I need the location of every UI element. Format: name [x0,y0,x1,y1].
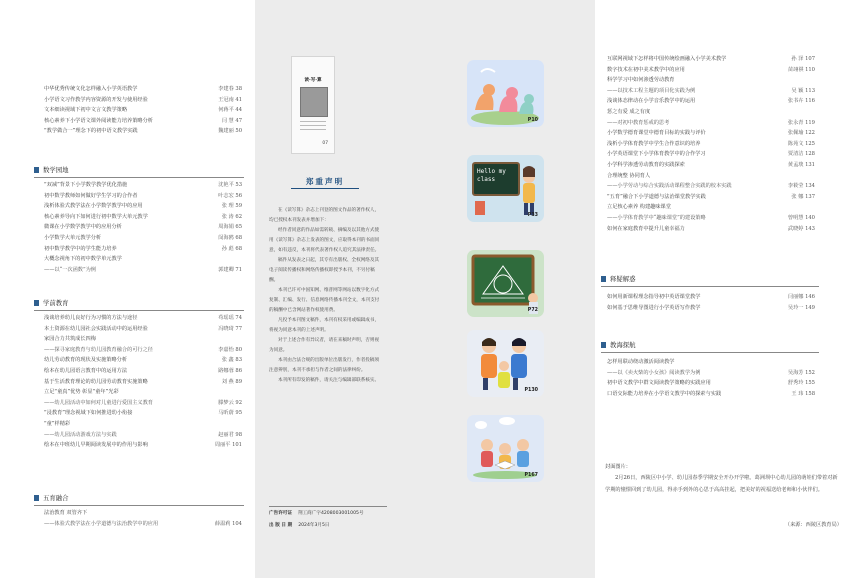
toc-item[interactable] [607,389,815,400]
toc-author-page: 马昕蔚 95 [218,410,242,417]
toc-item[interactable] [44,430,242,441]
toc-title: 核心素养下小学语文课外阅读能力培养策略分析 [44,117,153,124]
toc-item[interactable] [607,303,815,314]
toc-item[interactable] [44,324,242,335]
section-title: 数学园地 [43,166,69,174]
toc-author-page: 张永青 119 [787,119,815,126]
cover-photo [300,87,328,117]
toc-item[interactable] [44,398,242,409]
toc-author-page: 苗翊祺 110 [787,66,815,73]
toc-author-page: 何蒋平 44 [218,107,242,114]
toc-item[interactable] [44,233,242,244]
toc-title: “五育”融合下小学道德与法治课堂教学实践 [607,193,706,200]
toc-author-page: 沈艳平 53 [218,182,242,188]
illustration-geometry-board [467,250,544,317]
toc-item[interactable] [44,519,242,530]
toc-title: 数字技术在初中美术教学中的应用 [607,66,685,73]
toc-title: “教学做合一”理念下的初中语文教学实践 [44,128,138,135]
declaration-paragraph: 稿件从发表之日起，其专有出版权、全权网络及其电子阅读传播权和网络传播权即授予本刊，不另付稿酬。 [269,258,380,283]
ad-license-value: 荆工商广字4208003001005号 [297,511,364,516]
toc-title: “童”样精彩 [44,420,71,427]
toc-author-page: 李嘉怡 80 [218,346,242,353]
toc-title: 惩之有爱 成之有度 [607,108,651,115]
toc-title: 科学学习中如何渗透劳动教育 [607,77,675,84]
toc-title: 绘本在幼儿园语言教育中的运用方法 [44,367,128,374]
toc-author-page: 孙 彪 68 [221,245,242,252]
declaration-paragraph: 对于上述合作有异议者，请在来稿时声明，否则视为同意。 [269,338,380,353]
declaration-paragraph: 在《读写算》杂志上刊登的图文作品的著作权人，均已授权本刊发表并增加下： [269,208,380,223]
teacher-illustration-icon [467,155,544,222]
toc-title: 立足“童真”优势 彰显“童年”光彩 [44,389,119,396]
section-title: 学前教育 [43,299,69,307]
toc-title: 初中语文教学中群文阅读教学策略的实践应用 [607,380,711,387]
section-header-five-education [34,493,244,506]
toc-author-page: 刘 燕 89 [221,378,242,385]
right-toc-column [595,0,850,578]
toc-subtitle: ——小学劳动与综合实践活动课程整合实践的校本实践 [607,183,732,190]
cover-text-line [300,125,326,126]
declaration-paragraph: 本刊所有印发的稿件，请关注与编辑部联系核实。 [278,378,380,383]
toc-title: 口语交际能力培养在小学语文教学中的探索与实践 [607,390,722,397]
toc-author-page: 武晓婷 143 [787,225,815,232]
toc-title: “双减”背景下小学数学教学优化措施 [44,182,128,188]
toc-author-page: 舒秀玲 155 [787,380,815,387]
toc-author-page: 张 理 59 [221,203,242,210]
toc-title: 初中数学教师如何做好学生学习的合作者 [44,192,138,199]
family-illustration-icon [467,330,544,397]
toc-author-page: 滕梦云 92 [218,399,242,406]
toc-list-3 [44,508,242,529]
toc-item[interactable] [44,180,242,191]
toc-title: 法治教育 双管齐下 [44,510,88,516]
toc-item[interactable] [607,65,815,76]
toc-item[interactable] [44,126,242,137]
toc-item[interactable] [44,345,242,356]
toc-author-page: 张佩瑜 122 [787,130,815,137]
toc-item[interactable] [607,75,815,86]
toc-title: 如何基于思维导图进行小学英语写作教学 [607,304,701,311]
section-marker [34,167,39,173]
toc-item[interactable] [44,440,242,451]
cover-text-line [300,129,326,130]
toc-item[interactable] [44,366,242,377]
section-header-teaching [601,340,819,353]
toc-title: 小学数学德育课堂中德育目标的实践与评价 [607,130,706,137]
section-marker [601,342,606,348]
toc-title: 小学科学渗透劳动教育的实践探索 [607,161,685,168]
toc-item[interactable] [44,254,242,265]
illustration-children-reading [467,415,544,482]
toc-item[interactable] [607,160,815,171]
toc-subtitle: ——幼儿园活动游戏方法与实践 [44,431,117,438]
declaration-paragraph: 本刊由合法合规的出版单位出版发行，作者投稿须注意辨别，本刊不承担与作者之间的法律纠纷。 [269,358,380,373]
toc-title: 如何用新课程理念指导初中英语课堂教学 [607,294,701,300]
toc-item[interactable] [44,508,242,519]
toc-author-page: 闫 慧 47 [221,117,242,124]
section-title: 释疑解惑 [610,275,636,283]
toc-item[interactable] [44,408,242,419]
toc-item[interactable] [44,419,242,430]
cover-caption-body [605,473,841,496]
toc-list-5 [607,292,815,313]
toc-item[interactable] [607,181,815,192]
cover-caption-source: （来源：西陵区教育局） [784,522,842,528]
illustration-page-label: P10 [527,118,538,123]
toc-item[interactable] [607,192,815,203]
toc-author-page: 叶志宏 56 [218,192,242,199]
toc-item[interactable] [607,118,815,129]
section-header-math [34,165,244,178]
toc-item[interactable] [44,355,242,366]
reading-children-icon [467,415,544,482]
toc-item[interactable] [44,84,242,95]
toc-title: 怎样用联动绕动激活阅读教学 [607,359,675,365]
toc-author-page: 曾明慧 140 [787,214,815,221]
toc-author-page: 吴 颖 113 [791,87,815,94]
section-title: 五育融合 [43,494,69,502]
toc-item[interactable] [44,334,242,345]
illustration-family [467,330,544,397]
toc-title: 小学英语课堂下小学体育教学中的合作学习 [607,151,706,158]
toc-author-page: 王冠南 41 [218,96,242,103]
toc-item[interactable] [607,292,815,303]
toc-title: 文本细读视域下初中文言文教学策略 [44,107,128,114]
toc-title: 浅谈体态律动在小学音乐教学中的运用 [607,98,696,105]
toc-title: “浸教育”理念视域下如何推进幼小衔接 [44,410,133,417]
toc-item[interactable] [607,86,815,97]
cover-text-line [300,121,326,122]
declaration-paragraph: 凡投予本刊图文稿件，本刊有权采用或编辑成书，将视为同意本刊的上述声明。 [269,318,380,333]
toc-item[interactable] [607,202,815,213]
toc-title: 核心素养导向下如何进行初中数学大单元教学 [44,213,148,220]
publication-info-rule [269,506,387,507]
toc-author-page: 赵丽君 98 [218,431,242,438]
toc-subtitle: ——体验式教学法在小学道德与法治教学中的应用 [44,520,159,527]
section-marker [34,300,39,306]
section-header-faq [601,274,819,287]
toc-list-6 [607,357,815,399]
toc-title: 立足核心素养 构建趣味课堂 [607,204,671,211]
toc-author-page: 李建春 38 [218,86,242,92]
middle-declaration-column [255,0,595,578]
section-title: 教海探航 [610,341,636,349]
toc-subtitle: ——以技术工程主题的项目化实践为例 [607,87,696,94]
section-marker [601,276,606,282]
toc-item[interactable] [44,244,242,255]
toc-subtitle: ——小学体育教学中“趣味课堂”的建设策略 [607,214,706,221]
declaration-paragraph: 本刊已许可中国知网、维普网等网站以数字化方式复制、汇编、发行、信息网络传播本刊全文，本刊支付的稿酬中已含网站著作权使用费。 [269,288,380,313]
toc-title: 初中数学教学中的学生能力培养 [44,245,117,252]
toc-author-page: 陈苑文 125 [787,140,815,147]
toc-author-page: 闵海鸥 68 [218,234,242,241]
toc-item[interactable] [44,265,242,276]
ad-license-line [269,509,409,519]
illustration-page-label: P167 [524,473,538,478]
toc-item[interactable] [44,212,242,223]
publish-date-label: 出 版 日 期 [269,523,293,528]
toc-author-page: 张 涛 62 [221,213,242,220]
illustration-page-label: P72 [527,308,538,313]
toc-title: 幼儿劳动教育的现状及实施策略分析 [44,357,128,364]
toc-item[interactable] [607,107,815,118]
toc-title: 本土资源在幼儿园社会实践活动中的运用经验 [44,325,148,332]
section-header-preschool [34,298,244,311]
declaration-body [269,206,381,386]
toc-subtitle: ——以《卖火柴的小女孩》阅读教学为例 [607,369,701,376]
cover-caption-title: 封面图片： [605,464,631,470]
toc-item[interactable] [607,54,815,65]
toc-title: 小学语文习作教学内容资源的开发与使用经验 [44,96,148,103]
toc-author-page: 张书卉 116 [787,98,815,105]
illustration-page-label: P130 [524,388,538,393]
toc-item[interactable] [44,116,242,127]
toc-title: 如何在家庭教育中提升儿童幸福力 [607,225,685,232]
declaration-paragraph: 经作者同意的作品如需转载、摘编及以其他方式使用《读写算》杂志上发表的图文，应取得本刊的书面同意，如有违反，本刊将代表著作权人追究其法律责任。 [269,228,380,253]
toc-item[interactable] [44,201,242,212]
illustration-dinosaurs [467,60,544,127]
cover-issue-number: 07 [322,141,328,146]
toc-item[interactable] [607,128,815,139]
toc-title: 互联网视域下怎样将中国传统绘画融入小学美术教学 [607,56,727,62]
toc-item[interactable] [607,96,815,107]
toc-list-0 [44,84,242,137]
illustration-teacher-chalkboard [467,155,544,222]
toc-item[interactable] [44,191,242,202]
toc-author-page: 周丽平 101 [214,442,242,449]
toc-author-page: 李筱莹 134 [787,183,815,190]
toc-item[interactable] [44,105,242,116]
toc-author-page: 吴海芳 152 [787,369,815,376]
toc-item[interactable] [44,95,242,106]
toc-title: 合理统整 协同育人 [607,172,651,179]
toc-author-page: 贾清洁 128 [787,151,815,158]
toc-item[interactable] [607,378,815,389]
toc-item[interactable] [44,387,242,398]
toc-subtitle: ——以“一次函数”为例 [44,266,96,273]
toc-list-1 [44,180,242,275]
ad-license-label: 广告许可证 [269,511,292,516]
publish-date-value: 2024年3月5日 [298,523,330,528]
geometry-board-icon [467,250,544,317]
toc-subtitle: ——幼儿园活动中如何对儿童进行爱国主义教育 [44,399,153,406]
toc-title: 浅谈培养幼儿良好行为习惯的方法与途径 [44,315,138,321]
toc-author-page: 郭建卿 71 [218,266,242,273]
toc-item[interactable] [607,213,815,224]
toc-list-4 [607,54,815,234]
toc-author-page: 张 鑫 83 [221,357,242,364]
toc-title: 绘本在中班幼儿早期阅读发展中的作用与影响 [44,442,148,449]
cover-title: 读·写·算 [304,78,322,83]
section-marker [34,495,39,501]
toc-item[interactable] [44,313,242,324]
toc-author-page: 张 娜 137 [791,193,815,200]
toc-author-page: 苟瑶瑶 74 [218,315,242,321]
toc-item[interactable] [607,139,815,150]
toc-title: 大概念视角下的初中数学单元教学 [44,256,122,263]
toc-author-page: 吴玲一 149 [787,304,815,311]
declaration-title-rule [291,188,359,189]
toc-author-page: 薛温莉 104 [214,520,242,527]
toc-author-page: 路娜蓉 86 [218,367,242,374]
toc-item[interactable] [44,377,242,388]
toc-author-page: 孙 泽 107 [791,56,815,62]
toc-item[interactable] [44,222,242,233]
toc-title: 中华优秀传统文化怎样融入小学英语教学 [44,86,138,92]
toc-title: 基于生活教育理论的幼儿园劳动教育实施策略 [44,378,148,385]
toc-subtitle: ——对初中教育惩戒的思考 [607,119,670,126]
toc-author-page: 闫丽娜 146 [787,294,815,300]
toc-title: 微课在小学数学教学中的应用分析 [44,224,122,231]
cover-caption-paragraph: 2月26日，西陵区中小学、幼儿园春季学期安全开办开学啦。葛洲坝中心幼儿园的萌娃们带着对新学期的憧憬回到了幼儿园，得赤手到外的心思于高高挂起，把美好的祝福送给老师和小伙伴们。 [605,475,838,493]
toc-item[interactable] [607,357,815,368]
toc-list-2 [44,313,242,451]
toc-title: 小学数学大单元教学分析 [44,234,102,241]
magazine-cover-thumbnail [291,56,335,154]
toc-author-page: 冯晓琦 77 [218,325,242,332]
toc-item[interactable] [607,224,815,235]
publish-date-line [269,521,409,531]
toc-subtitle: ——探寻家庭教育与幼儿园教育融合的可行之径 [44,346,153,353]
toc-item[interactable] [607,368,815,379]
illustration-page-label: P33 [527,213,538,218]
toc-author-page: 周海娟 65 [218,224,242,231]
toc-author-page: 魏建丽 50 [218,128,242,135]
toc-author-page: 黄孟琰 131 [787,161,815,168]
left-toc-column [0,0,255,578]
dinosaur-illustration-icon [467,60,544,127]
chalkboard-text: Hello my class [477,168,506,183]
toc-author-page: 王 玮 158 [791,390,815,397]
toc-title: 家园合力共筑成长四梅 [44,336,96,343]
toc-title: 浅析体验式教学法在小学数学教学中的应用 [44,203,143,210]
toc-title: 浅析小学体育教学中学生合作意识的培养 [607,140,701,147]
declaration-title: 郑重声明 [305,177,345,186]
toc-item[interactable] [607,171,815,182]
toc-item[interactable] [607,149,815,160]
